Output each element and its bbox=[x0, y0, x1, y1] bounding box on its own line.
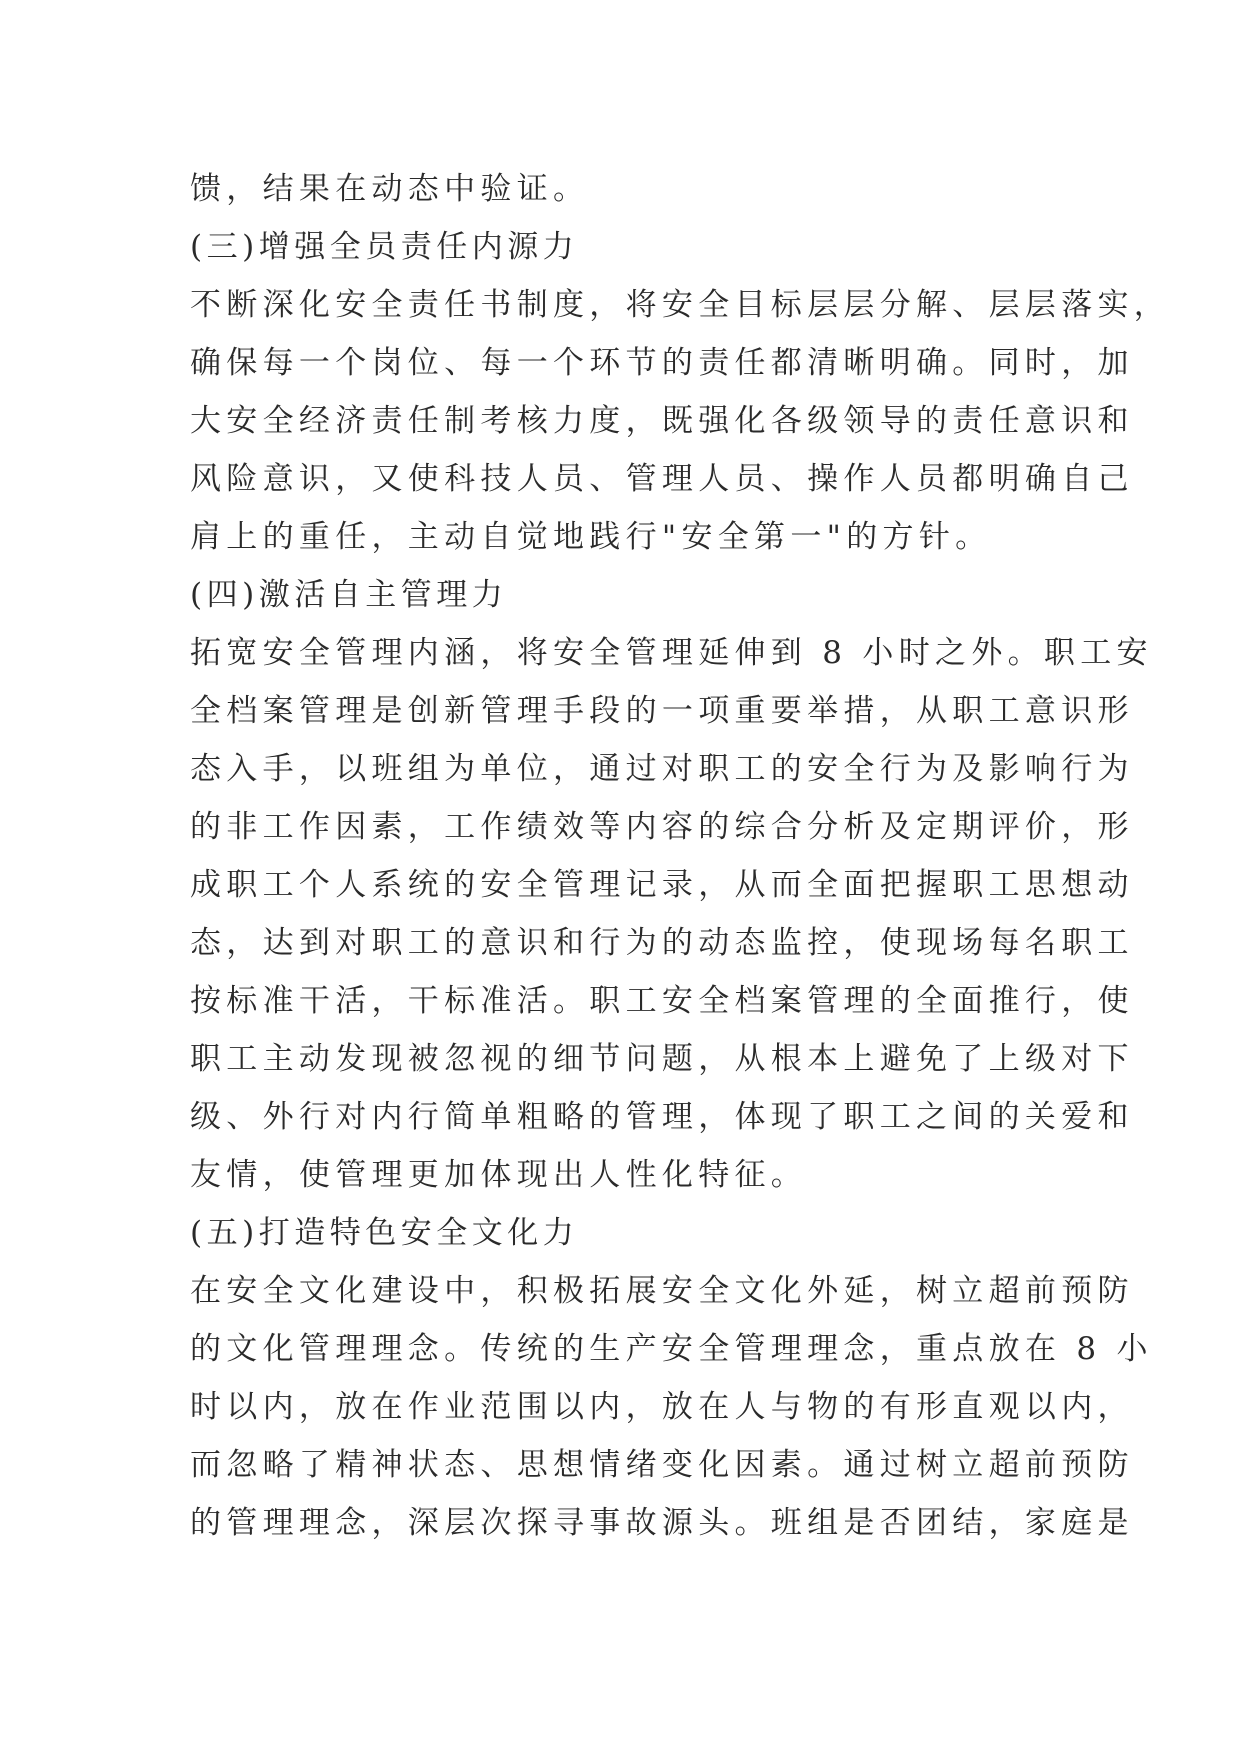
paragraph-line: 在安全文化建设中，积极拓展安全文化外延，树立超前预防 bbox=[190, 1273, 1134, 1309]
paragraph-line: 职工主动发现被忽视的细节问题，从根本上避免了上级对下 bbox=[190, 1041, 1134, 1077]
paragraph-line: 态，达到对职工的意识和行为的动态监控，使现场每名职工 bbox=[190, 925, 1134, 961]
paragraph-line: 而忽略了精神状态、思想情绪变化因素。通过树立超前预防 bbox=[190, 1447, 1134, 1483]
section-heading-5: (五)打造特色安全文化力 bbox=[190, 1215, 579, 1251]
paragraph-line: 肩上的重任，主动自觉地践行"安全第一"的方针。 bbox=[190, 519, 992, 555]
paragraph-line: 按标准干活，干标准活。职工安全档案管理的全面推行，使 bbox=[190, 983, 1134, 1019]
paragraph-line: 全档案管理是创新管理手段的一项重要举措，从职工意识形 bbox=[190, 693, 1134, 729]
paragraph-line: 友情，使管理更加体现出人性化特征。 bbox=[190, 1157, 808, 1193]
paragraph-line: 馈，结果在动态中验证。 bbox=[190, 171, 590, 207]
section-heading-4: (四)激活自主管理力 bbox=[190, 577, 508, 613]
paragraph-line: 的管理理念，深层次探寻事故源头。班组是否团结，家庭是 bbox=[190, 1505, 1134, 1541]
paragraph-line: 态入手，以班组为单位，通过对职工的安全行为及影响行为 bbox=[190, 751, 1134, 787]
document-body bbox=[190, 160, 1171, 1552]
paragraph-line: 的非工作因素，工作绩效等内容的综合分析及定期评价，形 bbox=[190, 809, 1134, 845]
paragraph-line: 拓宽安全管理内涵，将安全管理延伸到 8 小时之外。职工安 bbox=[190, 635, 1153, 671]
paragraph-line: 成职工个人系统的安全管理记录，从而全面把握职工思想动 bbox=[190, 867, 1134, 903]
paragraph-line: 的文化管理理念。传统的生产安全管理理念，重点放在 8 小 bbox=[190, 1331, 1153, 1367]
paragraph-line: 风险意识，又使科技人员、管理人员、操作人员都明确自己 bbox=[190, 461, 1134, 497]
paragraph-line: 确保每一个岗位、每一个环节的责任都清晰明确。同时，加 bbox=[190, 345, 1134, 381]
section-heading-3: (三)增强全员责任内源力 bbox=[190, 229, 579, 265]
paragraph-line: 级、外行对内行简单粗略的管理，体现了职工之间的关爱和 bbox=[190, 1099, 1134, 1135]
paragraph-line: 大安全经济责任制考核力度，既强化各级领导的责任意识和 bbox=[190, 403, 1134, 439]
paragraph-line: 不断深化安全责任书制度，将安全目标层层分解、层层落实， bbox=[190, 287, 1171, 323]
paragraph-line: 时以内，放在作业范围以内，放在人与物的有形直观以内， bbox=[190, 1389, 1134, 1425]
